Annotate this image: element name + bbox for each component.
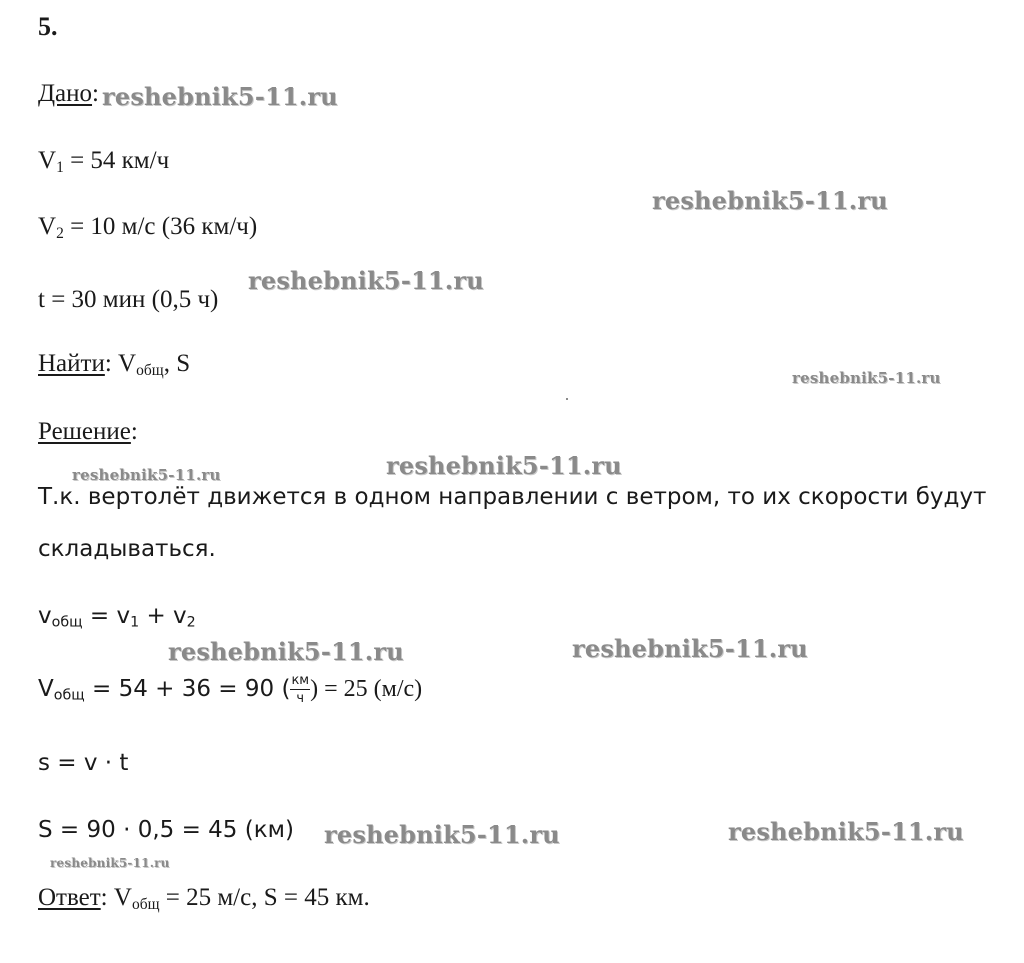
watermark: reshebnik5-11.ru: [572, 634, 808, 663]
v2-subscript: 2: [56, 224, 64, 242]
fraction-denominator: ч: [296, 691, 305, 706]
watermark: reshebnik5-11.ru: [386, 451, 622, 480]
watermark: reshebnik5-11.ru: [168, 637, 404, 666]
formula1-sub2: 2: [186, 614, 196, 631]
given-v2: [38, 213, 257, 243]
answer-colon: :: [100, 884, 114, 911]
find-colon: :: [104, 350, 119, 377]
formula2-calc: = 54 + 36 = 90 (: [84, 676, 291, 702]
problem-number: 5.: [38, 12, 58, 41]
answer-line: [38, 884, 370, 914]
stray-dot: [566, 398, 568, 400]
solution-colon: :: [130, 418, 138, 445]
given-heading: [38, 80, 99, 108]
solution-heading: [38, 418, 138, 446]
formula1-plus: + v: [139, 603, 187, 629]
v1-value: = 54 км/ч: [63, 147, 170, 174]
watermark: reshebnik5-11.ru: [324, 820, 560, 849]
v2-symbol: V: [38, 213, 57, 240]
v2-value: = 10 м/с (36 км/ч): [63, 213, 258, 240]
watermark: reshebnik5-11.ru: [792, 369, 941, 387]
find-subscript: общ: [136, 361, 164, 379]
watermark: reshebnik5-11.ru: [50, 856, 170, 870]
solution-text-line2: складываться.: [38, 536, 216, 562]
given-label: Дано: [38, 80, 93, 107]
answer-rest: = 25 м/с, S = 45 км.: [159, 884, 370, 911]
v1-subscript: 1: [56, 158, 64, 176]
formula1-sub1: 1: [130, 614, 140, 631]
fraction-numerator: км: [291, 673, 310, 688]
watermark: reshebnik5-11.ru: [652, 186, 888, 215]
watermark: reshebnik5-11.ru: [728, 817, 964, 846]
formula1-lhs: v: [38, 603, 52, 629]
formula2-lhs: V: [38, 676, 54, 702]
given-t: t = 30 мин (0,5 ч): [38, 286, 219, 313]
formula2-tail: ) = 25 (м/с): [310, 676, 423, 702]
watermark: reshebnik5-11.ru: [72, 466, 221, 484]
watermark: reshebnik5-11.ru: [248, 266, 484, 295]
find-line: [38, 350, 190, 380]
formula-velocity-sum: [38, 603, 196, 631]
formula-distance: s = v · t: [38, 750, 129, 776]
given-v1: [38, 147, 169, 177]
given-colon: :: [92, 80, 99, 107]
formula1-rhs: = v: [82, 603, 131, 629]
fraction-km-per-h: [290, 674, 310, 705]
answer-symbol: V: [113, 884, 132, 911]
find-rest: , S: [163, 350, 191, 377]
find-label: Найти: [38, 350, 105, 377]
answer-label: Ответ: [38, 884, 101, 911]
find-symbol: V: [118, 350, 137, 377]
formula-velocity-value: [38, 674, 422, 705]
formula2-lhs-sub: общ: [53, 687, 85, 704]
formula1-lhs-sub: общ: [51, 614, 83, 631]
watermark: reshebnik5-11.ru: [102, 82, 338, 111]
v1-symbol: V: [38, 147, 57, 174]
solution-label: Решение: [38, 418, 131, 445]
formula-distance-value: S = 90 · 0,5 = 45 (км): [38, 817, 294, 843]
answer-subscript: общ: [131, 895, 160, 913]
solution-text-line1: Т.к. вертолёт движется в одном направлении с ветром, то их скорости будут: [38, 484, 987, 510]
